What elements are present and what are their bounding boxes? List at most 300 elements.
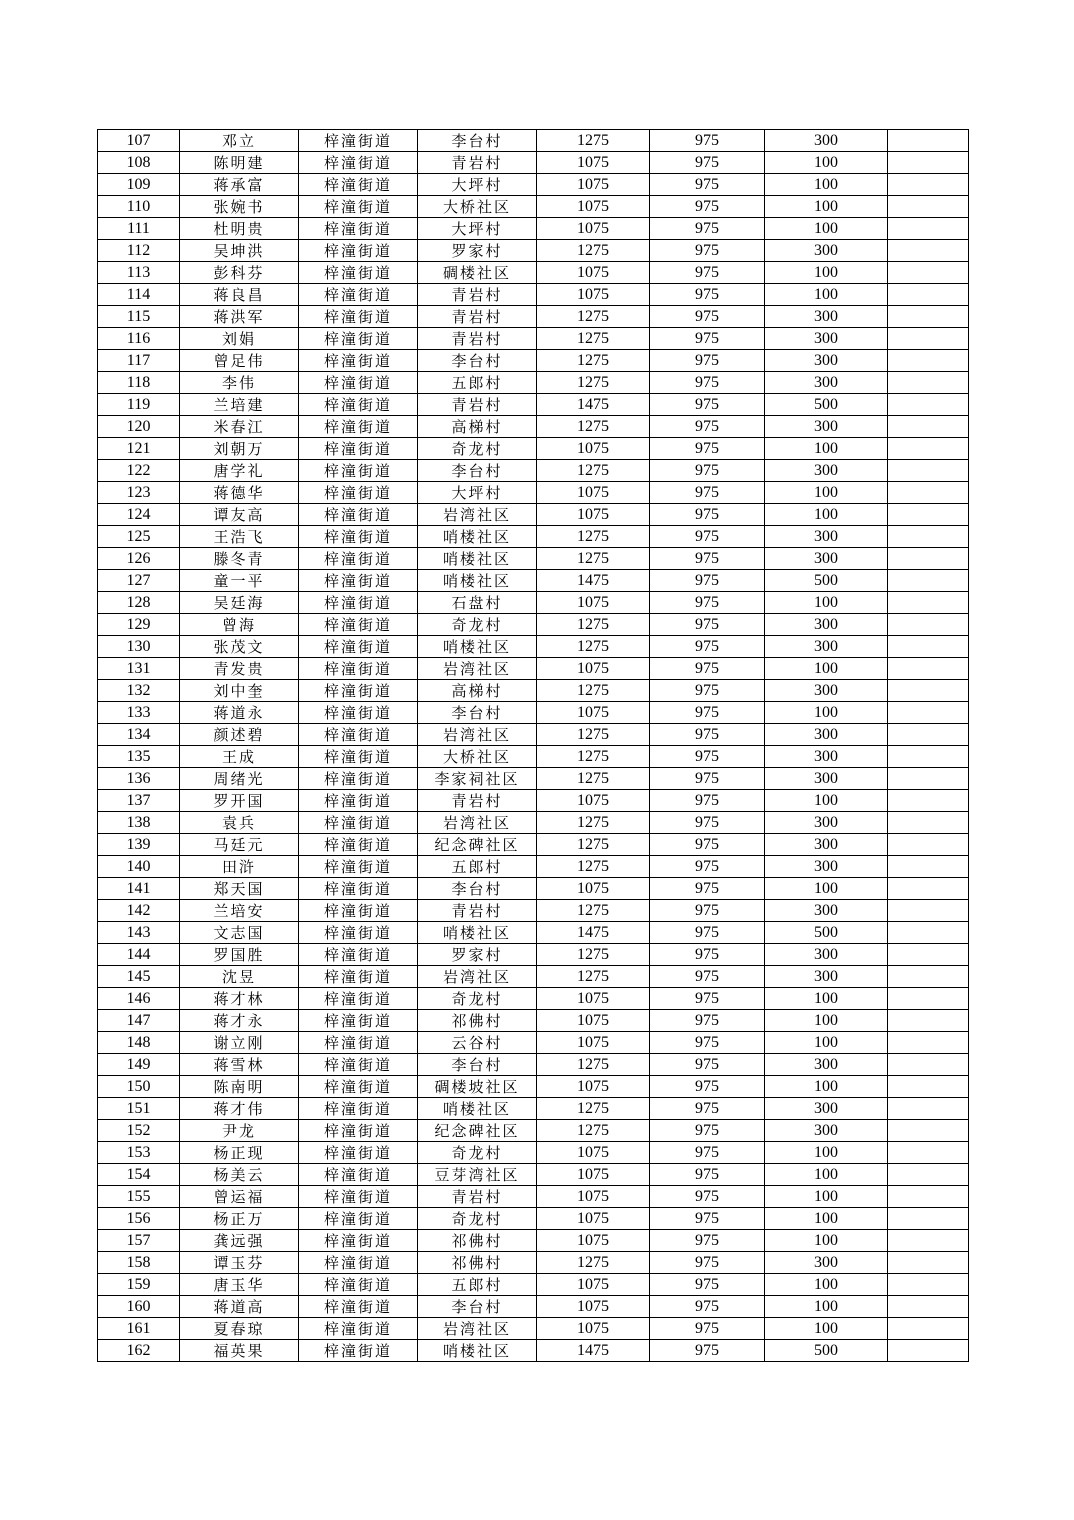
total-cell: 1275	[537, 1120, 650, 1142]
total-cell: 1075	[537, 262, 650, 284]
remark-cell	[888, 922, 969, 944]
total-cell: 1075	[537, 1076, 650, 1098]
remark-cell	[888, 1010, 969, 1032]
row-number-cell: 137	[98, 790, 180, 812]
total-cell: 1275	[537, 856, 650, 878]
remark-cell	[888, 416, 969, 438]
extra-cell: 500	[765, 1340, 888, 1362]
base-cell: 975	[650, 1208, 765, 1230]
total-cell: 1075	[537, 1010, 650, 1032]
name-cell: 吴坤洪	[180, 240, 299, 262]
name-cell: 王浩飞	[180, 526, 299, 548]
base-cell: 975	[650, 680, 765, 702]
base-cell: 975	[650, 350, 765, 372]
name-cell: 蒋道永	[180, 702, 299, 724]
name-cell: 蒋道高	[180, 1296, 299, 1318]
row-number-cell: 110	[98, 196, 180, 218]
village-cell: 祁佛村	[418, 1230, 537, 1252]
total-cell: 1275	[537, 1098, 650, 1120]
total-cell: 1275	[537, 350, 650, 372]
table-row	[98, 812, 969, 834]
base-cell: 975	[650, 702, 765, 724]
village-cell: 岩湾社区	[418, 658, 537, 680]
total-cell: 1475	[537, 1340, 650, 1362]
remark-cell	[888, 1252, 969, 1274]
total-cell: 1075	[537, 1208, 650, 1230]
remark-cell	[888, 1274, 969, 1296]
base-cell: 975	[650, 130, 765, 152]
remark-cell	[888, 240, 969, 262]
extra-cell: 100	[765, 702, 888, 724]
base-cell: 975	[650, 768, 765, 790]
total-cell: 1275	[537, 372, 650, 394]
row-number-cell: 159	[98, 1274, 180, 1296]
extra-cell: 500	[765, 922, 888, 944]
base-cell: 975	[650, 1318, 765, 1340]
remark-cell	[888, 856, 969, 878]
base-cell: 975	[650, 262, 765, 284]
name-cell: 陈南明	[180, 1076, 299, 1098]
total-cell: 1275	[537, 680, 650, 702]
row-number-cell: 121	[98, 438, 180, 460]
total-cell: 1075	[537, 152, 650, 174]
remark-cell	[888, 944, 969, 966]
table-row	[98, 1296, 969, 1318]
extra-cell: 100	[765, 284, 888, 306]
row-number-cell: 135	[98, 746, 180, 768]
base-cell: 975	[650, 878, 765, 900]
extra-cell: 300	[765, 328, 888, 350]
base-cell: 975	[650, 812, 765, 834]
table-row	[98, 900, 969, 922]
name-cell: 周绪光	[180, 768, 299, 790]
row-number-cell: 134	[98, 724, 180, 746]
extra-cell: 100	[765, 1318, 888, 1340]
remark-cell	[888, 394, 969, 416]
street-cell: 梓潼街道	[299, 1032, 418, 1054]
remark-cell	[888, 526, 969, 548]
extra-cell: 100	[765, 790, 888, 812]
table-row	[98, 438, 969, 460]
name-cell: 李伟	[180, 372, 299, 394]
remark-cell	[888, 1340, 969, 1362]
extra-cell: 100	[765, 504, 888, 526]
base-cell: 975	[650, 1032, 765, 1054]
base-cell: 975	[650, 1164, 765, 1186]
street-cell: 梓潼街道	[299, 306, 418, 328]
table-row	[98, 1230, 969, 1252]
street-cell: 梓潼街道	[299, 856, 418, 878]
name-cell: 杜明贵	[180, 218, 299, 240]
total-cell: 1475	[537, 922, 650, 944]
table-row	[98, 1252, 969, 1274]
row-number-cell: 160	[98, 1296, 180, 1318]
village-cell: 大桥社区	[418, 196, 537, 218]
village-cell: 罗家村	[418, 944, 537, 966]
street-cell: 梓潼街道	[299, 878, 418, 900]
total-cell: 1075	[537, 196, 650, 218]
village-cell: 奇龙村	[418, 1142, 537, 1164]
extra-cell: 100	[765, 1296, 888, 1318]
row-number-cell: 131	[98, 658, 180, 680]
row-number-cell: 107	[98, 130, 180, 152]
remark-cell	[888, 614, 969, 636]
row-number-cell: 143	[98, 922, 180, 944]
base-cell: 975	[650, 790, 765, 812]
extra-cell: 300	[765, 130, 888, 152]
base-cell: 975	[650, 856, 765, 878]
street-cell: 梓潼街道	[299, 438, 418, 460]
extra-cell: 300	[765, 1252, 888, 1274]
row-number-cell: 132	[98, 680, 180, 702]
street-cell: 梓潼街道	[299, 614, 418, 636]
extra-cell: 300	[765, 768, 888, 790]
total-cell: 1275	[537, 240, 650, 262]
street-cell: 梓潼街道	[299, 1186, 418, 1208]
remark-cell	[888, 1230, 969, 1252]
total-cell: 1275	[537, 1054, 650, 1076]
row-number-cell: 114	[98, 284, 180, 306]
remark-cell	[888, 1098, 969, 1120]
name-cell: 邓立	[180, 130, 299, 152]
extra-cell: 100	[765, 152, 888, 174]
row-number-cell: 161	[98, 1318, 180, 1340]
table-row	[98, 636, 969, 658]
name-cell: 颜述碧	[180, 724, 299, 746]
remark-cell	[888, 658, 969, 680]
table-row	[98, 658, 969, 680]
street-cell: 梓潼街道	[299, 1164, 418, 1186]
street-cell: 梓潼街道	[299, 944, 418, 966]
base-cell: 975	[650, 614, 765, 636]
table-row	[98, 1032, 969, 1054]
village-cell: 哨楼社区	[418, 1340, 537, 1362]
total-cell: 1275	[537, 900, 650, 922]
row-number-cell: 142	[98, 900, 180, 922]
extra-cell: 300	[765, 724, 888, 746]
street-cell: 梓潼街道	[299, 130, 418, 152]
street-cell: 梓潼街道	[299, 702, 418, 724]
total-cell: 1075	[537, 702, 650, 724]
street-cell: 梓潼街道	[299, 1208, 418, 1230]
base-cell: 975	[650, 1340, 765, 1362]
table-row	[98, 1318, 969, 1340]
remark-cell	[888, 988, 969, 1010]
table-row	[98, 1186, 969, 1208]
total-cell: 1275	[537, 526, 650, 548]
street-cell: 梓潼街道	[299, 240, 418, 262]
base-cell: 975	[650, 1252, 765, 1274]
street-cell: 梓潼街道	[299, 1318, 418, 1340]
remark-cell	[888, 482, 969, 504]
row-number-cell: 125	[98, 526, 180, 548]
base-cell: 975	[650, 746, 765, 768]
street-cell: 梓潼街道	[299, 504, 418, 526]
street-cell: 梓潼街道	[299, 812, 418, 834]
row-number-cell: 155	[98, 1186, 180, 1208]
extra-cell: 300	[765, 350, 888, 372]
base-cell: 975	[650, 1186, 765, 1208]
row-number-cell: 122	[98, 460, 180, 482]
street-cell: 梓潼街道	[299, 746, 418, 768]
row-number-cell: 124	[98, 504, 180, 526]
village-cell: 李台村	[418, 1054, 537, 1076]
street-cell: 梓潼街道	[299, 768, 418, 790]
extra-cell: 300	[765, 944, 888, 966]
table-row	[98, 350, 969, 372]
village-cell: 碉楼坡社区	[418, 1076, 537, 1098]
village-cell: 李台村	[418, 460, 537, 482]
village-cell: 岩湾社区	[418, 812, 537, 834]
village-cell: 青岩村	[418, 328, 537, 350]
extra-cell: 300	[765, 812, 888, 834]
table-row	[98, 1340, 969, 1362]
extra-cell: 100	[765, 262, 888, 284]
village-cell: 罗家村	[418, 240, 537, 262]
remark-cell	[888, 790, 969, 812]
base-cell: 975	[650, 394, 765, 416]
total-cell: 1075	[537, 1164, 650, 1186]
total-cell: 1075	[537, 1230, 650, 1252]
row-number-cell: 127	[98, 570, 180, 592]
extra-cell: 500	[765, 570, 888, 592]
base-cell: 975	[650, 548, 765, 570]
total-cell: 1275	[537, 768, 650, 790]
base-cell: 975	[650, 504, 765, 526]
village-cell: 哨楼社区	[418, 636, 537, 658]
row-number-cell: 129	[98, 614, 180, 636]
total-cell: 1075	[537, 438, 650, 460]
remark-cell	[888, 438, 969, 460]
street-cell: 梓潼街道	[299, 1296, 418, 1318]
table-row	[98, 372, 969, 394]
village-cell: 青岩村	[418, 790, 537, 812]
table-row	[98, 1098, 969, 1120]
remark-cell	[888, 1120, 969, 1142]
row-number-cell: 112	[98, 240, 180, 262]
name-cell: 田浒	[180, 856, 299, 878]
village-cell: 岩湾社区	[418, 966, 537, 988]
extra-cell: 100	[765, 1208, 888, 1230]
table-row	[98, 944, 969, 966]
name-cell: 袁兵	[180, 812, 299, 834]
extra-cell: 300	[765, 856, 888, 878]
name-cell: 蒋才伟	[180, 1098, 299, 1120]
name-cell: 张婉书	[180, 196, 299, 218]
table-row	[98, 922, 969, 944]
extra-cell: 100	[765, 1186, 888, 1208]
street-cell: 梓潼街道	[299, 1340, 418, 1362]
base-cell: 975	[650, 966, 765, 988]
name-cell: 刘中奎	[180, 680, 299, 702]
row-number-cell: 162	[98, 1340, 180, 1362]
total-cell: 1075	[537, 790, 650, 812]
base-cell: 975	[650, 900, 765, 922]
base-cell: 975	[650, 988, 765, 1010]
village-cell: 青岩村	[418, 394, 537, 416]
total-cell: 1075	[537, 1296, 650, 1318]
total-cell: 1075	[537, 218, 650, 240]
table-row	[98, 724, 969, 746]
row-number-cell: 152	[98, 1120, 180, 1142]
remark-cell	[888, 1296, 969, 1318]
total-cell: 1075	[537, 658, 650, 680]
table-row	[98, 196, 969, 218]
village-cell: 青岩村	[418, 306, 537, 328]
remark-cell	[888, 262, 969, 284]
row-number-cell: 130	[98, 636, 180, 658]
total-cell: 1275	[537, 724, 650, 746]
name-cell: 唐玉华	[180, 1274, 299, 1296]
extra-cell: 300	[765, 746, 888, 768]
village-cell: 哨楼社区	[418, 570, 537, 592]
table-row	[98, 394, 969, 416]
name-cell: 曾足伟	[180, 350, 299, 372]
name-cell: 谭玉芬	[180, 1252, 299, 1274]
table-row	[98, 1164, 969, 1186]
name-cell: 杨正现	[180, 1142, 299, 1164]
table-row	[98, 482, 969, 504]
name-cell: 曾海	[180, 614, 299, 636]
total-cell: 1075	[537, 482, 650, 504]
village-cell: 云谷村	[418, 1032, 537, 1054]
row-number-cell: 145	[98, 966, 180, 988]
table-row	[98, 306, 969, 328]
row-number-cell: 157	[98, 1230, 180, 1252]
row-number-cell: 136	[98, 768, 180, 790]
table-row	[98, 1120, 969, 1142]
village-cell: 高梯村	[418, 680, 537, 702]
street-cell: 梓潼街道	[299, 1076, 418, 1098]
street-cell: 梓潼街道	[299, 570, 418, 592]
remark-cell	[888, 504, 969, 526]
base-cell: 975	[650, 438, 765, 460]
street-cell: 梓潼街道	[299, 394, 418, 416]
table-row	[98, 284, 969, 306]
extra-cell: 300	[765, 240, 888, 262]
table-row	[98, 1010, 969, 1032]
table-row	[98, 174, 969, 196]
extra-cell: 100	[765, 1142, 888, 1164]
remark-cell	[888, 284, 969, 306]
total-cell: 1275	[537, 944, 650, 966]
row-number-cell: 147	[98, 1010, 180, 1032]
table-row	[98, 856, 969, 878]
row-number-cell: 148	[98, 1032, 180, 1054]
table-row	[98, 570, 969, 592]
street-cell: 梓潼街道	[299, 350, 418, 372]
village-cell: 豆芽湾社区	[418, 1164, 537, 1186]
extra-cell: 100	[765, 196, 888, 218]
village-cell: 岩湾社区	[418, 1318, 537, 1340]
street-cell: 梓潼街道	[299, 416, 418, 438]
row-number-cell: 128	[98, 592, 180, 614]
row-number-cell: 118	[98, 372, 180, 394]
remark-cell	[888, 328, 969, 350]
total-cell: 1275	[537, 636, 650, 658]
remark-cell	[888, 680, 969, 702]
name-cell: 罗国胜	[180, 944, 299, 966]
row-number-cell: 115	[98, 306, 180, 328]
extra-cell: 300	[765, 548, 888, 570]
row-number-cell: 158	[98, 1252, 180, 1274]
name-cell: 杨正万	[180, 1208, 299, 1230]
remark-cell	[888, 1208, 969, 1230]
village-cell: 祁佛村	[418, 1010, 537, 1032]
name-cell: 刘娟	[180, 328, 299, 350]
row-number-cell: 109	[98, 174, 180, 196]
base-cell: 975	[650, 1010, 765, 1032]
street-cell: 梓潼街道	[299, 592, 418, 614]
street-cell: 梓潼街道	[299, 526, 418, 548]
table-row	[98, 1076, 969, 1098]
row-number-cell: 141	[98, 878, 180, 900]
total-cell: 1275	[537, 614, 650, 636]
row-number-cell: 139	[98, 834, 180, 856]
name-cell: 文志国	[180, 922, 299, 944]
village-cell: 哨楼社区	[418, 526, 537, 548]
remark-cell	[888, 1076, 969, 1098]
base-cell: 975	[650, 1098, 765, 1120]
total-cell: 1075	[537, 1186, 650, 1208]
table-row	[98, 1208, 969, 1230]
table-row	[98, 218, 969, 240]
remark-cell	[888, 350, 969, 372]
base-cell: 975	[650, 372, 765, 394]
name-cell: 唐学礼	[180, 460, 299, 482]
extra-cell: 100	[765, 1230, 888, 1252]
street-cell: 梓潼街道	[299, 1054, 418, 1076]
remark-cell	[888, 306, 969, 328]
street-cell: 梓潼街道	[299, 152, 418, 174]
total-cell: 1275	[537, 746, 650, 768]
row-number-cell: 119	[98, 394, 180, 416]
street-cell: 梓潼街道	[299, 900, 418, 922]
remark-cell	[888, 1186, 969, 1208]
name-cell: 谭友高	[180, 504, 299, 526]
total-cell: 1275	[537, 130, 650, 152]
base-cell: 975	[650, 636, 765, 658]
row-number-cell: 146	[98, 988, 180, 1010]
total-cell: 1275	[537, 966, 650, 988]
base-cell: 975	[650, 526, 765, 548]
base-cell: 975	[650, 196, 765, 218]
remark-cell	[888, 900, 969, 922]
village-cell: 奇龙村	[418, 614, 537, 636]
name-cell: 青发贵	[180, 658, 299, 680]
street-cell: 梓潼街道	[299, 1274, 418, 1296]
village-cell: 碉楼社区	[418, 262, 537, 284]
table-row	[98, 548, 969, 570]
name-cell: 曾运福	[180, 1186, 299, 1208]
total-cell: 1275	[537, 834, 650, 856]
extra-cell: 100	[765, 438, 888, 460]
name-cell: 沈昱	[180, 966, 299, 988]
name-cell: 蒋承富	[180, 174, 299, 196]
base-cell: 975	[650, 1076, 765, 1098]
base-cell: 975	[650, 306, 765, 328]
name-cell: 童一平	[180, 570, 299, 592]
table-row	[98, 262, 969, 284]
remark-cell	[888, 570, 969, 592]
remark-cell	[888, 130, 969, 152]
row-number-cell: 120	[98, 416, 180, 438]
street-cell: 梓潼街道	[299, 174, 418, 196]
village-cell: 青岩村	[418, 284, 537, 306]
village-cell: 李台村	[418, 878, 537, 900]
remark-cell	[888, 702, 969, 724]
extra-cell: 100	[765, 658, 888, 680]
